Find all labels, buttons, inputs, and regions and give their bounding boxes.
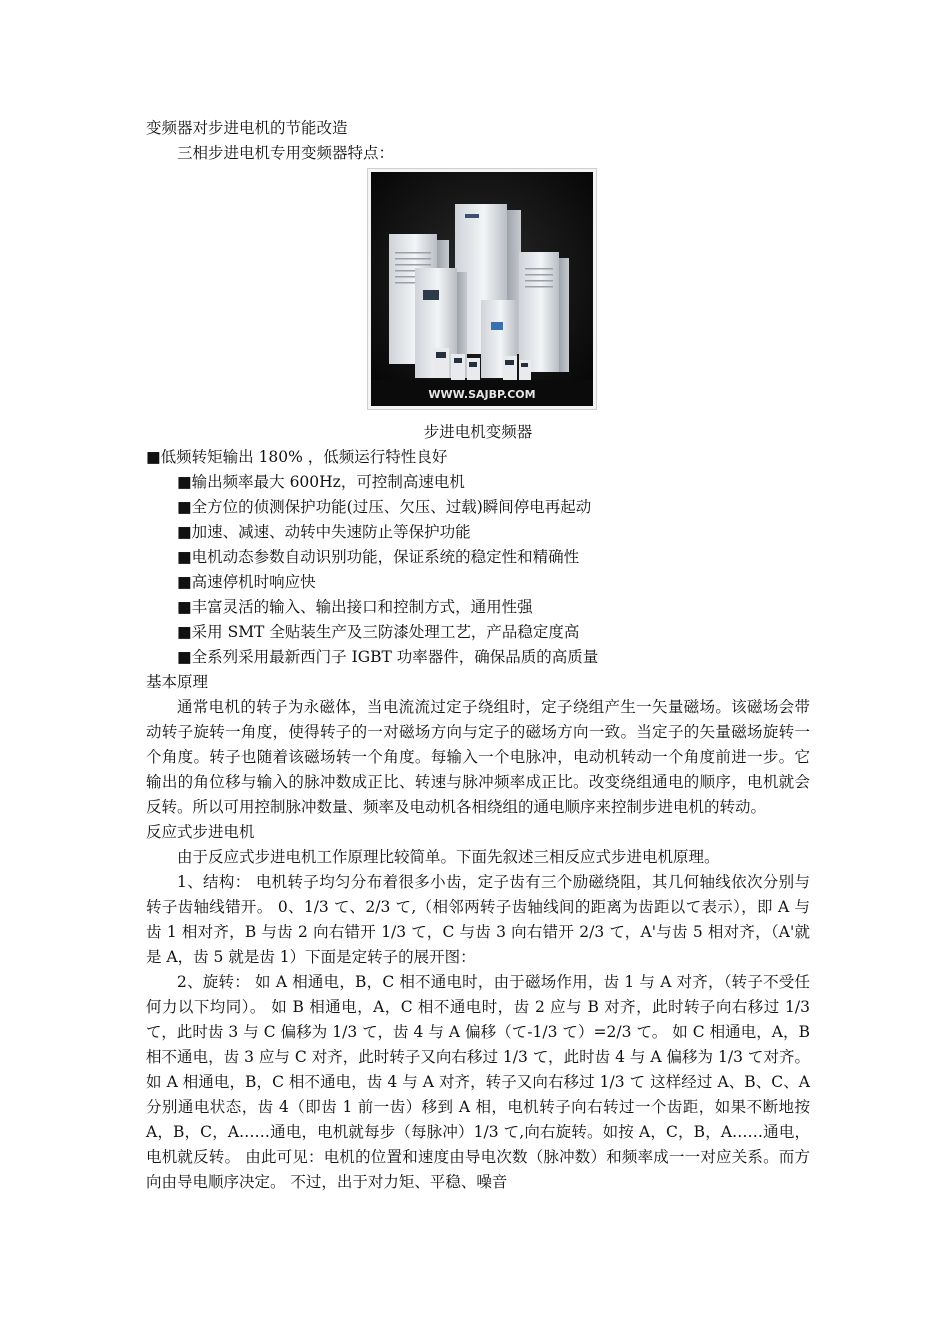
rotation-paragraph: 2、旋转： 如 A 相通电，B，C 相不通电时，由于磁场作用，齿 1 与 A 对齐，（转子不受任何力以下均同）。 如 B 相通电，A，C 相不通电时，齿 2 应与 B 对齐，此时转子向右移过 1/3 て，此时齿 3 与 C 偏移为 1/3 て，齿 4 与 A 偏移（て-1/3 て）=2/3 て。 如 C 相通电，A，B 相不通电，齿 3 应与 C 对齐，此时转子又向右移过 1/3 て，此时齿 4 与 A 偏移为 1/3 て对齐。 如 A 相通电，B，C 相不通电，齿 4 与 A 对齐，转子又向右移过 1/3 て 这样经过 A、B、C、A 分别通电状态，齿 4（即齿 1 前一齿）移到 A 相，电机转子向右转过一个齿距，如果不断地按 A，B，C，A……通电，电机就每步（每脉冲）1/3 て,向右旋转。如按 A，C，B，A……通电，电机就反转。 由此可见：电机的位置和速度由导电次数（脉冲数）和频率成一一对应关系。而方向由导电顺序决定。 不过，出于对力矩、平稳、噪音 bbox=[146, 973, 810, 1191]
document-page bbox=[146, 116, 810, 1195]
doc-subtitle: 三相步进电机专用变频器特点： bbox=[177, 144, 395, 162]
basic-principle-paragraph: 通常电机的转子为永磁体，当电流流过定子绕组时，定子绕组产生一矢量磁场。该磁场会带动转子旋转一角度，使得转子的一对磁场方向与定子的磁场方向一致。当定子的矢量磁场旋转一个角度。转子也随着该磁场转一个角度。每输入一个电脉冲，电动机转动一个角度前进一步。它输出的角位移与输入的脉冲数成正比、转速与脉冲频率成正比。改变绕组通电的顺序，电机就会反转。所以可用控制脉冲数量、频率及电动机各相绕组的通电顺序来控制步进电机的转动。 bbox=[146, 698, 810, 816]
feature-item-6: ■高速停机时响应快 bbox=[177, 573, 316, 591]
feature-item-5: ■电机动态参数自动识别功能，保证系统的稳定性和精确性 bbox=[177, 548, 580, 566]
feature-item-4: ■加速、减速、动转中失速防止等保护功能 bbox=[177, 523, 471, 541]
inverter-cabinets-image bbox=[371, 172, 593, 406]
section-heading-basic-principle: 基本原理 bbox=[146, 673, 209, 691]
reactive-motor-intro: 由于反应式步进电机工作原理比较简单。下面先叙述三相反应式步进电机原理。 bbox=[177, 848, 720, 866]
photo-watermark: WWW.SAJBP.COM bbox=[428, 388, 536, 401]
feature-item-3: ■全方位的侦测保护功能(过压、欠压、过载)瞬间停电再起动 bbox=[177, 498, 592, 516]
feature-item-1: ■低频转矩输出 180% ，低频运行特性良好 bbox=[146, 448, 448, 466]
feature-item-8: ■采用 SMT 全贴装生产及三防漆处理工艺，产品稳定度高 bbox=[177, 623, 580, 641]
doc-title: 变频器对步进电机的节能改造 bbox=[146, 119, 348, 137]
feature-item-9: ■全系列采用最新西门子 IGBT 功率器件，确保品质的高质量 bbox=[177, 648, 599, 666]
structure-paragraph: 1、结构： 电机转子均匀分布着很多小齿，定子齿有三个励磁绕阻，其几何轴线依次分别与转子齿轴线错开。 0、1/3 て、2/3 て,（相邻两转子齿轴线间的距离为齿距以て表示），即 A 与齿 1 相对齐，B 与齿 2 向右错开 1/3 て，C 与齿 3 向右错开 2/3 て，A'与齿 5 相对齐，（A'就是 A，齿 5 就是齿 1）下面是定转子的展开图： bbox=[146, 873, 810, 966]
inverter-photo bbox=[371, 172, 593, 406]
section-heading-reactive-motor: 反应式步进电机 bbox=[146, 823, 255, 841]
figure-caption: 步进电机变频器 bbox=[423, 423, 533, 441]
feature-item-2: ■输出频率最大 600Hz，可控制高速电机 bbox=[177, 473, 465, 491]
product-figure bbox=[367, 168, 597, 410]
feature-item-7: ■丰富灵活的输入、输出接口和控制方式，通用性强 bbox=[177, 598, 533, 616]
